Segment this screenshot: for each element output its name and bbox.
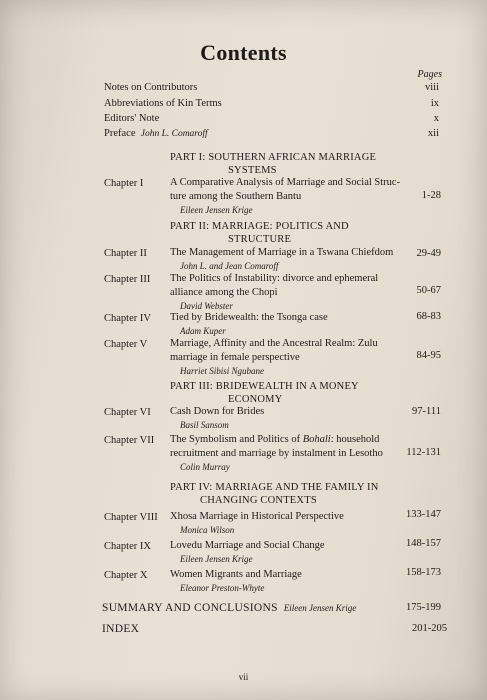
- chapter-label: Chapter I: [104, 178, 144, 189]
- chapter-author: Eileen Jensen Krige: [180, 205, 253, 215]
- chapter-label: Chapter V: [104, 339, 148, 350]
- preface-author: John L. Comaroff: [140, 129, 208, 139]
- front-matter-entry: Editors' Note: [104, 113, 160, 124]
- chapter-title-line: ture among the Southern Bantu: [170, 191, 302, 202]
- part-heading-line: SYSTEMS: [228, 165, 277, 176]
- front-matter-page: xii: [427, 128, 439, 139]
- chapter-title: [170, 405, 264, 431]
- chapter-title-line: A Comparative Analysis of Marriage and Social Struc-: [170, 177, 401, 188]
- part-heading-line: PART I: SOUTHERN AFRICAN MARRIAGE: [170, 152, 377, 163]
- chapter-title-rest: : household: [330, 434, 380, 445]
- summary-entry: [102, 602, 356, 614]
- chapter-title-line: recruitment and marriage by instalment in Lesotho: [170, 448, 383, 459]
- index-entry: INDEX: [102, 623, 140, 635]
- front-matter-page: x: [433, 113, 439, 124]
- chapter-label: Chapter III: [104, 274, 151, 285]
- chapter-pages: 50-67: [416, 285, 441, 296]
- chapter-author: Basil Sansom: [180, 420, 229, 430]
- front-matter-entry: [104, 128, 208, 139]
- chapter-pages: 84-95: [416, 350, 441, 361]
- chapter-pages: 29-49: [416, 248, 441, 259]
- chapter-label: Chapter IV: [104, 313, 151, 324]
- chapter-title-line: alliance among the Chopi: [170, 287, 278, 298]
- part-heading: [170, 481, 379, 507]
- chapter-title-line: Women Migrants and Marriage: [170, 569, 302, 580]
- page-title: Contents: [200, 40, 287, 65]
- chapter-title-line: Lovedu Marriage and Social Change: [170, 540, 325, 551]
- chapter-title: [170, 246, 393, 272]
- chapter-author: Harriet Sibisi Ngubane: [180, 366, 265, 376]
- part-heading-line: ECONOMY: [228, 394, 283, 405]
- chapter-title: [170, 272, 378, 312]
- page-number: vii: [238, 672, 249, 682]
- part-heading-line: PART IV: MARRIAGE AND THE FAMILY IN: [170, 482, 379, 493]
- part-heading-line: CHANGING CONTEXTS: [200, 495, 317, 506]
- chapter-label: Chapter VII: [104, 435, 155, 446]
- chapter-title-line: marriage in female perspective: [170, 352, 300, 363]
- chapter-title: [170, 539, 325, 565]
- part-heading-line: STRUCTURE: [228, 234, 292, 245]
- chapter-title-line: The Politics of Instability: divorce and ephemeral: [170, 273, 379, 284]
- summary-author: Eileen Jensen Krige: [283, 603, 357, 613]
- chapter-pages: 1-28: [421, 190, 441, 201]
- chapter-label: Chapter X: [104, 570, 148, 581]
- front-matter-page: viii: [424, 82, 439, 93]
- front-matter-page: ix: [430, 98, 439, 109]
- part-heading-line: PART II: MARRIAGE: POLITICS AND: [170, 221, 349, 232]
- chapter-pages: 68-83: [416, 311, 441, 322]
- chapter-title: [170, 568, 302, 594]
- chapter-title-line: The Management of Marriage in a Tswana Chiefdom: [170, 247, 394, 258]
- chapter-author: Eleanor Preston-Whyte: [180, 583, 265, 593]
- pages-column-heading: Pages: [417, 69, 442, 80]
- chapter-title-line: Xhosa Marriage in Historical Perspective: [170, 511, 344, 522]
- chapter-author: Colin Murray: [180, 462, 230, 472]
- chapter-pages: 158-173: [406, 567, 441, 578]
- chapter-title-italic: Bohali: [302, 434, 331, 445]
- chapter-author: John L. and Jean Comaroff: [180, 261, 279, 271]
- part-heading: [170, 380, 359, 406]
- preface-label: Preface: [104, 128, 136, 139]
- chapter-title: [170, 510, 344, 536]
- summary-label: SUMMARY AND CONCLUSIONS: [102, 602, 278, 614]
- chapter-label: Chapter VIII: [104, 512, 158, 523]
- part-heading-line: PART III: BRIDEWEALTH IN A MONEY: [170, 381, 359, 392]
- chapter-label: Chapter VI: [104, 407, 151, 418]
- chapter-pages: 148-157: [406, 538, 441, 549]
- chapter-title: [170, 433, 383, 473]
- chapter-title-line: Marriage, Affinity and the Ancestral Realm: Zulu: [170, 338, 378, 349]
- chapter-author: Adam Kuper: [180, 326, 226, 336]
- chapter-label: Chapter IX: [104, 541, 151, 552]
- chapter-author: Monica Wilson: [180, 525, 235, 535]
- chapter-title-line: Tied by Bridewealth: the Tsonga case: [170, 312, 328, 323]
- chapter-label: Chapter II: [104, 248, 147, 259]
- chapter-title: [170, 337, 378, 377]
- part-heading: [170, 220, 349, 246]
- chapter-title: [170, 176, 400, 216]
- chapter-title: [170, 311, 328, 337]
- index-pages: 201-205: [412, 623, 447, 634]
- chapter-author: David Webster: [180, 301, 233, 311]
- summary-pages: 175-199: [406, 602, 441, 613]
- chapter-title-line: Cash Down for Brides: [170, 406, 265, 417]
- part-heading: [170, 151, 376, 177]
- front-matter-entry: Notes on Contributors: [104, 82, 198, 93]
- chapter-title-line: The Symbolism and Politics of: [170, 434, 301, 445]
- chapter-pages: 133-147: [406, 509, 441, 520]
- chapter-pages: 97-111: [412, 406, 441, 417]
- front-matter-entry: Abbreviations of Kin Terms: [104, 98, 222, 109]
- chapter-author: Eileen Jensen Krige: [180, 554, 253, 564]
- chapter-pages: 112-131: [406, 447, 441, 458]
